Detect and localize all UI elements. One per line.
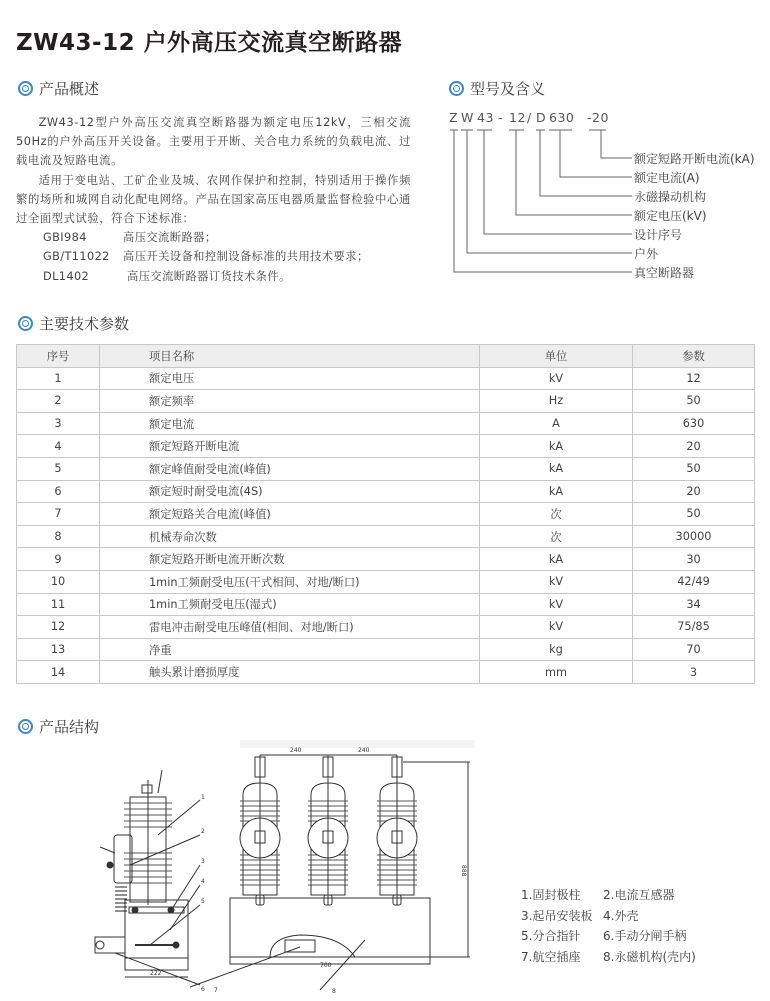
callout-number: 7 (214, 987, 218, 994)
unit: kV (480, 616, 633, 639)
callout-number: 1 (201, 794, 205, 801)
callout-number: 5 (201, 898, 205, 905)
row-index: 7 (17, 503, 100, 526)
dimension-label: 700 (320, 962, 332, 969)
row-index: 5 (17, 457, 100, 480)
standard-item (16, 228, 411, 247)
unit: kV (480, 367, 633, 390)
table-header-row (17, 345, 755, 368)
model-segment: Z (449, 110, 459, 125)
table-row (17, 593, 755, 616)
bullet-ring-icon (18, 81, 33, 96)
parts-row (521, 906, 685, 927)
item-name: 额定短路开断电流开断次数 (100, 548, 480, 571)
part-label: 5.分合指针 (521, 929, 581, 943)
item-name: 额定短路开断电流 (100, 435, 480, 458)
parts-row (521, 947, 696, 968)
item-name: 额定短路关合电流(峰值) (100, 503, 480, 526)
section-title: 型号及含义 (470, 80, 546, 98)
row-index: 11 (17, 593, 100, 616)
front-view (190, 755, 470, 990)
dimension-label: 240 (358, 747, 370, 754)
standard-code: GBI984 (43, 231, 87, 245)
value: 75/85 (633, 616, 755, 639)
model-segment: -20 (587, 110, 609, 125)
front-housing (230, 898, 430, 964)
value: 630 (633, 412, 755, 435)
parts-row (521, 926, 685, 947)
model-segment: - (498, 110, 504, 125)
column-header: 参数 (633, 345, 755, 368)
standard-desc: 高压交流断路器； (123, 231, 217, 245)
model-meaning: 额定电压(kV) (634, 209, 707, 223)
callout-number: 8 (332, 988, 336, 995)
model-segment: 12 (509, 110, 526, 125)
table-row (17, 367, 755, 390)
bullet-ring-icon (18, 719, 33, 734)
row-index: 4 (17, 435, 100, 458)
part-label: 3.起吊安装板 (521, 908, 593, 923)
item-name: 1min工频耐受电压(湿式) (100, 593, 480, 616)
row-index: 14 (17, 661, 100, 684)
standard-code: DL1402 (43, 269, 90, 283)
parts-legend (521, 885, 696, 967)
item-name: 雷电冲击耐受电压峰值(相间、对地/断口) (100, 616, 480, 639)
unit: kA (480, 457, 633, 480)
value: 50 (633, 390, 755, 413)
model-meaning: 永磁操动机构 (634, 190, 707, 204)
item-name: 机械寿命次数 (100, 525, 480, 548)
callout-number: 4 (201, 878, 205, 885)
callout-number: 3 (201, 858, 205, 865)
table-row (17, 457, 755, 480)
item-name: 额定电压 (100, 367, 480, 390)
standard-desc: 高压交流断路器订货技术条件。 (127, 269, 291, 283)
unit: kV (480, 593, 633, 616)
value: 50 (633, 457, 755, 480)
section-title: 主要技术参数 (39, 315, 130, 333)
breaker-structure-drawing (90, 735, 490, 995)
model-segment: D (536, 110, 547, 125)
value: 20 (633, 480, 755, 503)
unit: kV (480, 570, 633, 593)
unit: kg (480, 638, 633, 661)
table-row (17, 412, 755, 435)
model-meaning: 真空断路器 (634, 266, 695, 280)
table-row (17, 503, 755, 526)
column-header: 序号 (17, 345, 100, 368)
table-row (17, 638, 755, 661)
section-heading-model (449, 78, 545, 99)
part-label: 6.手动分闸手柄 (603, 929, 687, 943)
item-name: 额定频率 (100, 390, 480, 413)
unit: A (480, 412, 633, 435)
model-meaning: 设计序号 (634, 228, 683, 242)
item-name: 1min工频耐受电压(干式相间、对地/断口) (100, 570, 480, 593)
value: 42/49 (633, 570, 755, 593)
table-row (17, 548, 755, 571)
value: 30000 (633, 525, 755, 548)
dimension-label: 888 (460, 865, 467, 877)
part-label: 8.永磁机构(壳内) (603, 949, 696, 964)
model-segment: / (527, 110, 532, 125)
model-meaning: 额定电流(A) (634, 171, 700, 185)
overview-paragraph: 适用于变电站、工矿企业及城、农网作保护和控制，特别适用于操作频繁的场所和城网自动化配电网络。产品在国家高压电器质量监督检验中心通过全面型式试验，符合下述标准： (16, 173, 411, 226)
value: 3 (633, 661, 755, 684)
side-view (95, 770, 200, 985)
dimension-label: 240 (290, 747, 302, 754)
standard-code: GB/T11022 (43, 250, 110, 264)
model-leader-lines (449, 110, 770, 285)
unit: 次 (480, 503, 633, 526)
unit: kA (480, 435, 633, 458)
section-title: 产品结构 (39, 718, 100, 736)
dimension-label: 222 (150, 970, 162, 977)
column-header: 项目名称 (100, 345, 480, 368)
spec-table (16, 344, 755, 684)
parts-row (521, 885, 685, 906)
row-index: 3 (17, 412, 100, 435)
part-label: 1.固封极柱 (521, 888, 581, 902)
part-label: 4.外壳 (603, 908, 639, 923)
section-heading-structure (18, 716, 99, 737)
row-index: 2 (17, 390, 100, 413)
row-index: 13 (17, 638, 100, 661)
row-index: 8 (17, 525, 100, 548)
page-title: ZW43-12 户外高压交流真空断路器 (16, 30, 403, 56)
overview-paragraph: ZW43-12型户外高压交流真空断路器为额定电压12kV，三相交流50Hz的户外高压开关设备。主要用于开断、关合电力系统的负载电流、过载电流及短路电流。 (16, 116, 411, 168)
item-name: 额定电流 (100, 412, 480, 435)
part-label: 7.航空插座 (521, 949, 581, 964)
model-meaning: 户外 (634, 247, 659, 261)
bullet-ring-icon (18, 316, 33, 331)
table-row (17, 480, 755, 503)
item-name: 额定峰值耐受电流(峰值) (100, 457, 480, 480)
row-index: 12 (17, 616, 100, 639)
row-index: 10 (17, 570, 100, 593)
value: 70 (633, 638, 755, 661)
callout-number: 6 (201, 986, 205, 993)
value: 12 (633, 367, 755, 390)
model-code-diagram (449, 110, 770, 285)
pole-column (240, 755, 280, 905)
model-segment: W (461, 110, 474, 125)
unit: kA (480, 548, 633, 571)
row-index: 1 (17, 367, 100, 390)
pole-column (308, 755, 348, 905)
part-label: 2.电流互感器 (603, 888, 675, 902)
unit: 次 (480, 525, 633, 548)
column-header: 单位 (480, 345, 633, 368)
standard-item (16, 247, 411, 266)
section-heading-params (18, 313, 129, 334)
unit: mm (480, 661, 633, 684)
value: 30 (633, 548, 755, 571)
section-title: 产品概述 (39, 80, 100, 98)
table-row (17, 525, 755, 548)
value: 20 (633, 435, 755, 458)
unit: Hz (480, 390, 633, 413)
section-heading-overview (18, 78, 99, 99)
standard-desc: 高压开关设备和控制设备标准的共用技术要求； (123, 250, 369, 264)
item-name: 触头累计磨损厚度 (100, 661, 480, 684)
row-index: 9 (17, 548, 100, 571)
table-row (17, 616, 755, 639)
value: 50 (633, 503, 755, 526)
item-name: 净重 (100, 638, 480, 661)
model-meaning: 额定短路开断电流(kA) (634, 152, 755, 166)
unit: kA (480, 480, 633, 503)
item-name: 额定短时耐受电流(4S) (100, 480, 480, 503)
table-row (17, 390, 755, 413)
row-index: 6 (17, 480, 100, 503)
value: 34 (633, 593, 755, 616)
callout-number: 2 (201, 828, 205, 835)
model-segment: 630 (549, 110, 575, 125)
bullet-ring-icon (449, 81, 464, 96)
model-segment: 43 (477, 110, 494, 125)
overview-text (16, 113, 411, 286)
table-row (17, 435, 755, 458)
table-row (17, 661, 755, 684)
table-row (17, 570, 755, 593)
standard-item (16, 267, 411, 286)
pole-column (377, 755, 417, 905)
